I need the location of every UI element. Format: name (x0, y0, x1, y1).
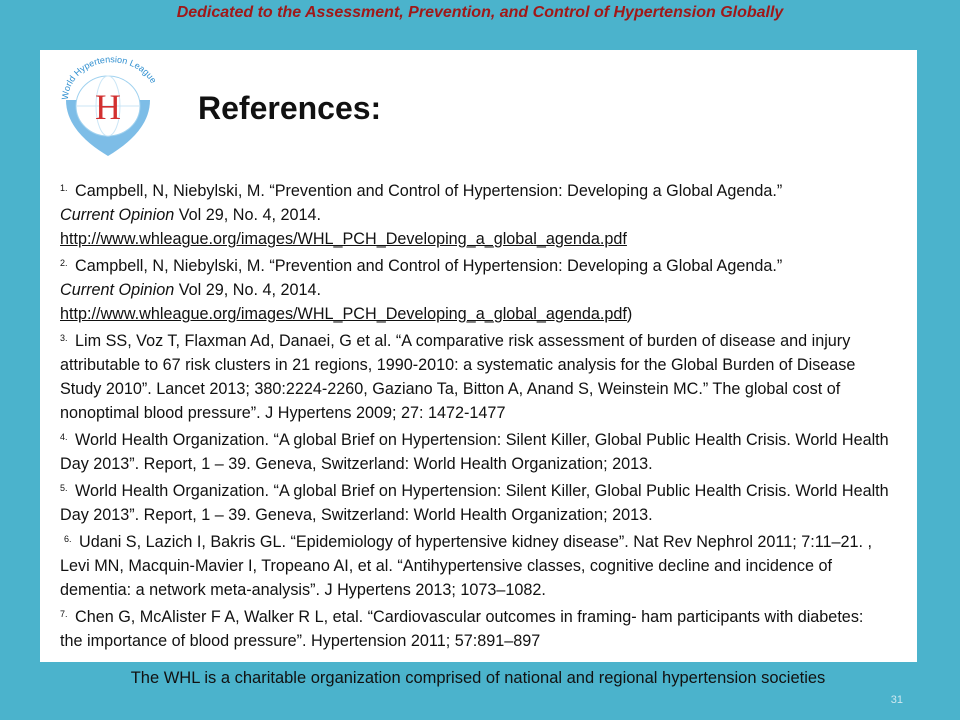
reference-item: $^{2.}$ Campbell, N, Niebylski, M. “Prevention and Control of Hypertension: Developing a Global Agenda.” Current Opinion Vol 29, No. 4, 2014. http://www.whleague.org/images/WHL_PCH_Developing_a_global_agenda.pdf) (60, 257, 783, 323)
reference-item: $^{6.}$ Udani S, Lazich I, Bakris GL. “Epidemiology of hypertensive kidney disease”. Nat Rev Nephrol 2011; 7:11–21. , Levi MN, Macquin-Mavier I, Tropeano AI, et al. “Antihypertensive classes, cognitive decline and incidence of dementia: a network meta-analysis”. J Hypertens 2013; 1073–1082. (60, 533, 873, 599)
reference-item: $^{7.}$ Chen G, McAlister F A, Walker R L, etal. “Cardiovascular outcomes in framing- ham participants with diabetes: the importance of blood pressure”. Hypertension 2011; 57:891–897 (60, 608, 864, 650)
logo-ring-text: World Hypertension League (59, 56, 159, 101)
reference-number: 2. (60, 258, 68, 268)
reference-item: $^{1.}$ Campbell, N, Niebylski, M. “Prevention and Control of Hypertension: Developing a Global Agenda.” Current Opinion Vol 29, No. 4, 2014. http://www.whleague.org/images/WHL_PCH_Developing_a_global_agenda.pdf (60, 182, 783, 248)
top-banner: Dedicated to the Assessment, Prevention, and Control of Hypertension Globally (176, 4, 784, 21)
reference-item: $^{3.}$ Lim SS, Voz T, Flaxman Ad, Danaei, G et al. “A comparative risk assessment of burden of disease and injury attributable to 67 risk clusters in 21 regions, 1990-2010: a systematic analysis for the Global Burden of Disease Study 2010”. Lancet 2013; 380:2224-2260, Gaziano Ta, Bitton A, Anand S, Weinstein MC.” The global cost of nonoptimal blood pressure”. J Hypertens 2009; 27: 1472-1477 (60, 332, 856, 422)
reference-item: $^{5.}$ World Health Organization. “A global Brief on Hypertension: Silent Killer, Global Public Health Crisis. World Health Day 2013”. Report, 1 – 39. Geneva, Switzerland: World Health Organization; 2013. (60, 482, 889, 524)
references-list (60, 176, 890, 653)
reference-link[interactable]: http://www.whleague.org/images/WHL_PCH_Developing_a_global_agenda.pdf (60, 230, 627, 248)
reference-number: 3. (60, 333, 68, 343)
reference-number: 1. (60, 183, 68, 193)
page-title: References: (198, 90, 382, 126)
whl-logo (52, 56, 167, 156)
logo-letter: H (95, 87, 121, 127)
reference-number: 4. (60, 432, 68, 442)
reference-link[interactable]: http://www.whleague.org/images/WHL_PCH_Developing_a_global_agenda.pdf (60, 305, 627, 323)
page-number: 31 (890, 694, 903, 706)
reference-item: $^{4.}$ World Health Organization. “A global Brief on Hypertension: Silent Killer, Global Public Health Crisis. World Health Day 2013”. Report, 1 – 39. Geneva, Switzerland: World Health Organization; 2013. (60, 431, 889, 473)
reference-number: 6. (64, 534, 72, 544)
footer-text: The WHL is a charitable organization comprised of national and regional hypertension societies (130, 669, 826, 687)
reference-number: 5. (60, 483, 68, 493)
reference-number: 7. (60, 609, 68, 619)
